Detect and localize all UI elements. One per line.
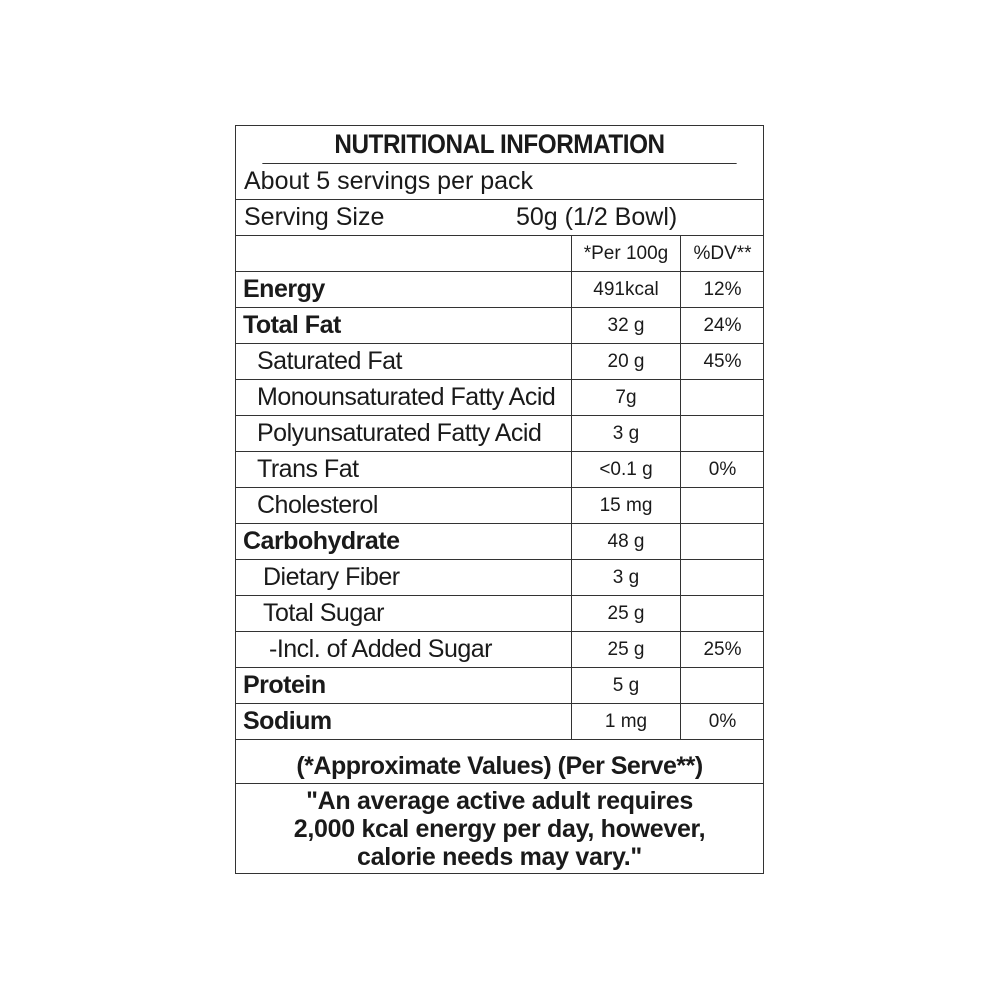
nutrient-name: Energy <box>243 275 325 303</box>
nutrient-dv: 12% <box>680 272 764 307</box>
nutrient-per-100g: 20 g <box>571 344 680 379</box>
nutrient-row-protein <box>236 668 763 704</box>
nutrient-per-100g: 5 g <box>571 668 680 703</box>
footnote-line: calorie needs may vary." <box>357 842 642 871</box>
nutrient-per-100g: <0.1 g <box>571 452 680 487</box>
name-header <box>236 236 571 271</box>
nutrient-dv: 0% <box>680 704 764 739</box>
nutrient-row-total-sugar <box>236 596 763 632</box>
nutrient-name: Trans Fat <box>257 455 359 483</box>
nutrient-dv: 25% <box>680 632 764 667</box>
nutrient-per-100g: 7g <box>571 380 680 415</box>
nutrient-dv <box>680 668 764 703</box>
nutrient-name: Total Fat <box>243 311 341 339</box>
nutrient-dv: 24% <box>680 308 764 343</box>
nutrient-dv <box>680 524 764 559</box>
nutrient-name: Total Sugar <box>263 599 384 627</box>
nutrient-row-sodium <box>236 704 763 740</box>
nutrient-row-added-sugar <box>236 632 763 668</box>
dv-header: %DV** <box>680 236 764 271</box>
nutrient-per-100g: 25 g <box>571 632 680 667</box>
nutrient-row-saturated-fat <box>236 344 763 380</box>
nutrient-row-trans-fat <box>236 452 763 488</box>
servings-per-pack: About 5 servings per pack <box>236 164 763 200</box>
nutrient-name: Polyunsaturated Fatty Acid <box>257 419 542 447</box>
nutrient-name: Carbohydrate <box>243 527 400 555</box>
nutrient-row-cholesterol <box>236 488 763 524</box>
serving-size-row <box>236 200 763 236</box>
nutrient-row-dietary-fiber <box>236 560 763 596</box>
nutrient-per-100g: 491kcal <box>571 272 680 307</box>
nutrient-row-energy <box>236 272 763 308</box>
nutrient-dv <box>680 596 764 631</box>
nutrient-dv <box>680 416 764 451</box>
nutrient-per-100g: 48 g <box>571 524 680 559</box>
energy-footnote <box>236 784 763 873</box>
nutrient-name: Sodium <box>243 707 332 735</box>
approximate-values-note: (*Approximate Values) (Per Serve**) <box>236 750 763 784</box>
nutrient-dv: 0% <box>680 452 764 487</box>
nutrient-dv <box>680 488 764 523</box>
nutrient-per-100g: 3 g <box>571 416 680 451</box>
nutrient-row-monounsaturated <box>236 380 763 416</box>
nutrient-per-100g: 3 g <box>571 560 680 595</box>
nutrient-per-100g: 15 mg <box>571 488 680 523</box>
nutrient-row-total-fat <box>236 308 763 344</box>
nutrient-name: -Incl. of Added Sugar <box>269 635 492 663</box>
nutrient-name: Dietary Fiber <box>263 563 400 591</box>
nutrient-dv: 45% <box>680 344 764 379</box>
nutrient-name: Cholesterol <box>257 491 378 519</box>
footnote-line: 2,000 kcal energy per day, however, <box>293 814 706 843</box>
nutrient-per-100g: 32 g <box>571 308 680 343</box>
nutrient-name: Saturated Fat <box>257 347 402 375</box>
nutrient-name: Monounsaturated Fatty Acid <box>257 383 556 411</box>
nutrient-row-carbohydrate <box>236 524 763 560</box>
footnote-line: "An average active adult requires <box>306 786 693 815</box>
label-title: NUTRITIONAL INFORMATION <box>262 126 736 164</box>
serving-size-label: Serving Size <box>244 203 385 231</box>
nutrient-row-polyunsaturated <box>236 416 763 452</box>
column-header-row <box>236 236 763 272</box>
nutrient-dv <box>680 560 764 595</box>
nutrient-name: Protein <box>243 671 326 699</box>
nutrition-label <box>235 125 764 874</box>
nutrient-per-100g: 25 g <box>571 596 680 631</box>
serving-size-value: 50g (1/2 Bowl) <box>516 203 678 231</box>
nutrient-dv <box>680 380 764 415</box>
nutrient-per-100g: 1 mg <box>571 704 680 739</box>
per-100g-header: *Per 100g <box>571 236 680 271</box>
